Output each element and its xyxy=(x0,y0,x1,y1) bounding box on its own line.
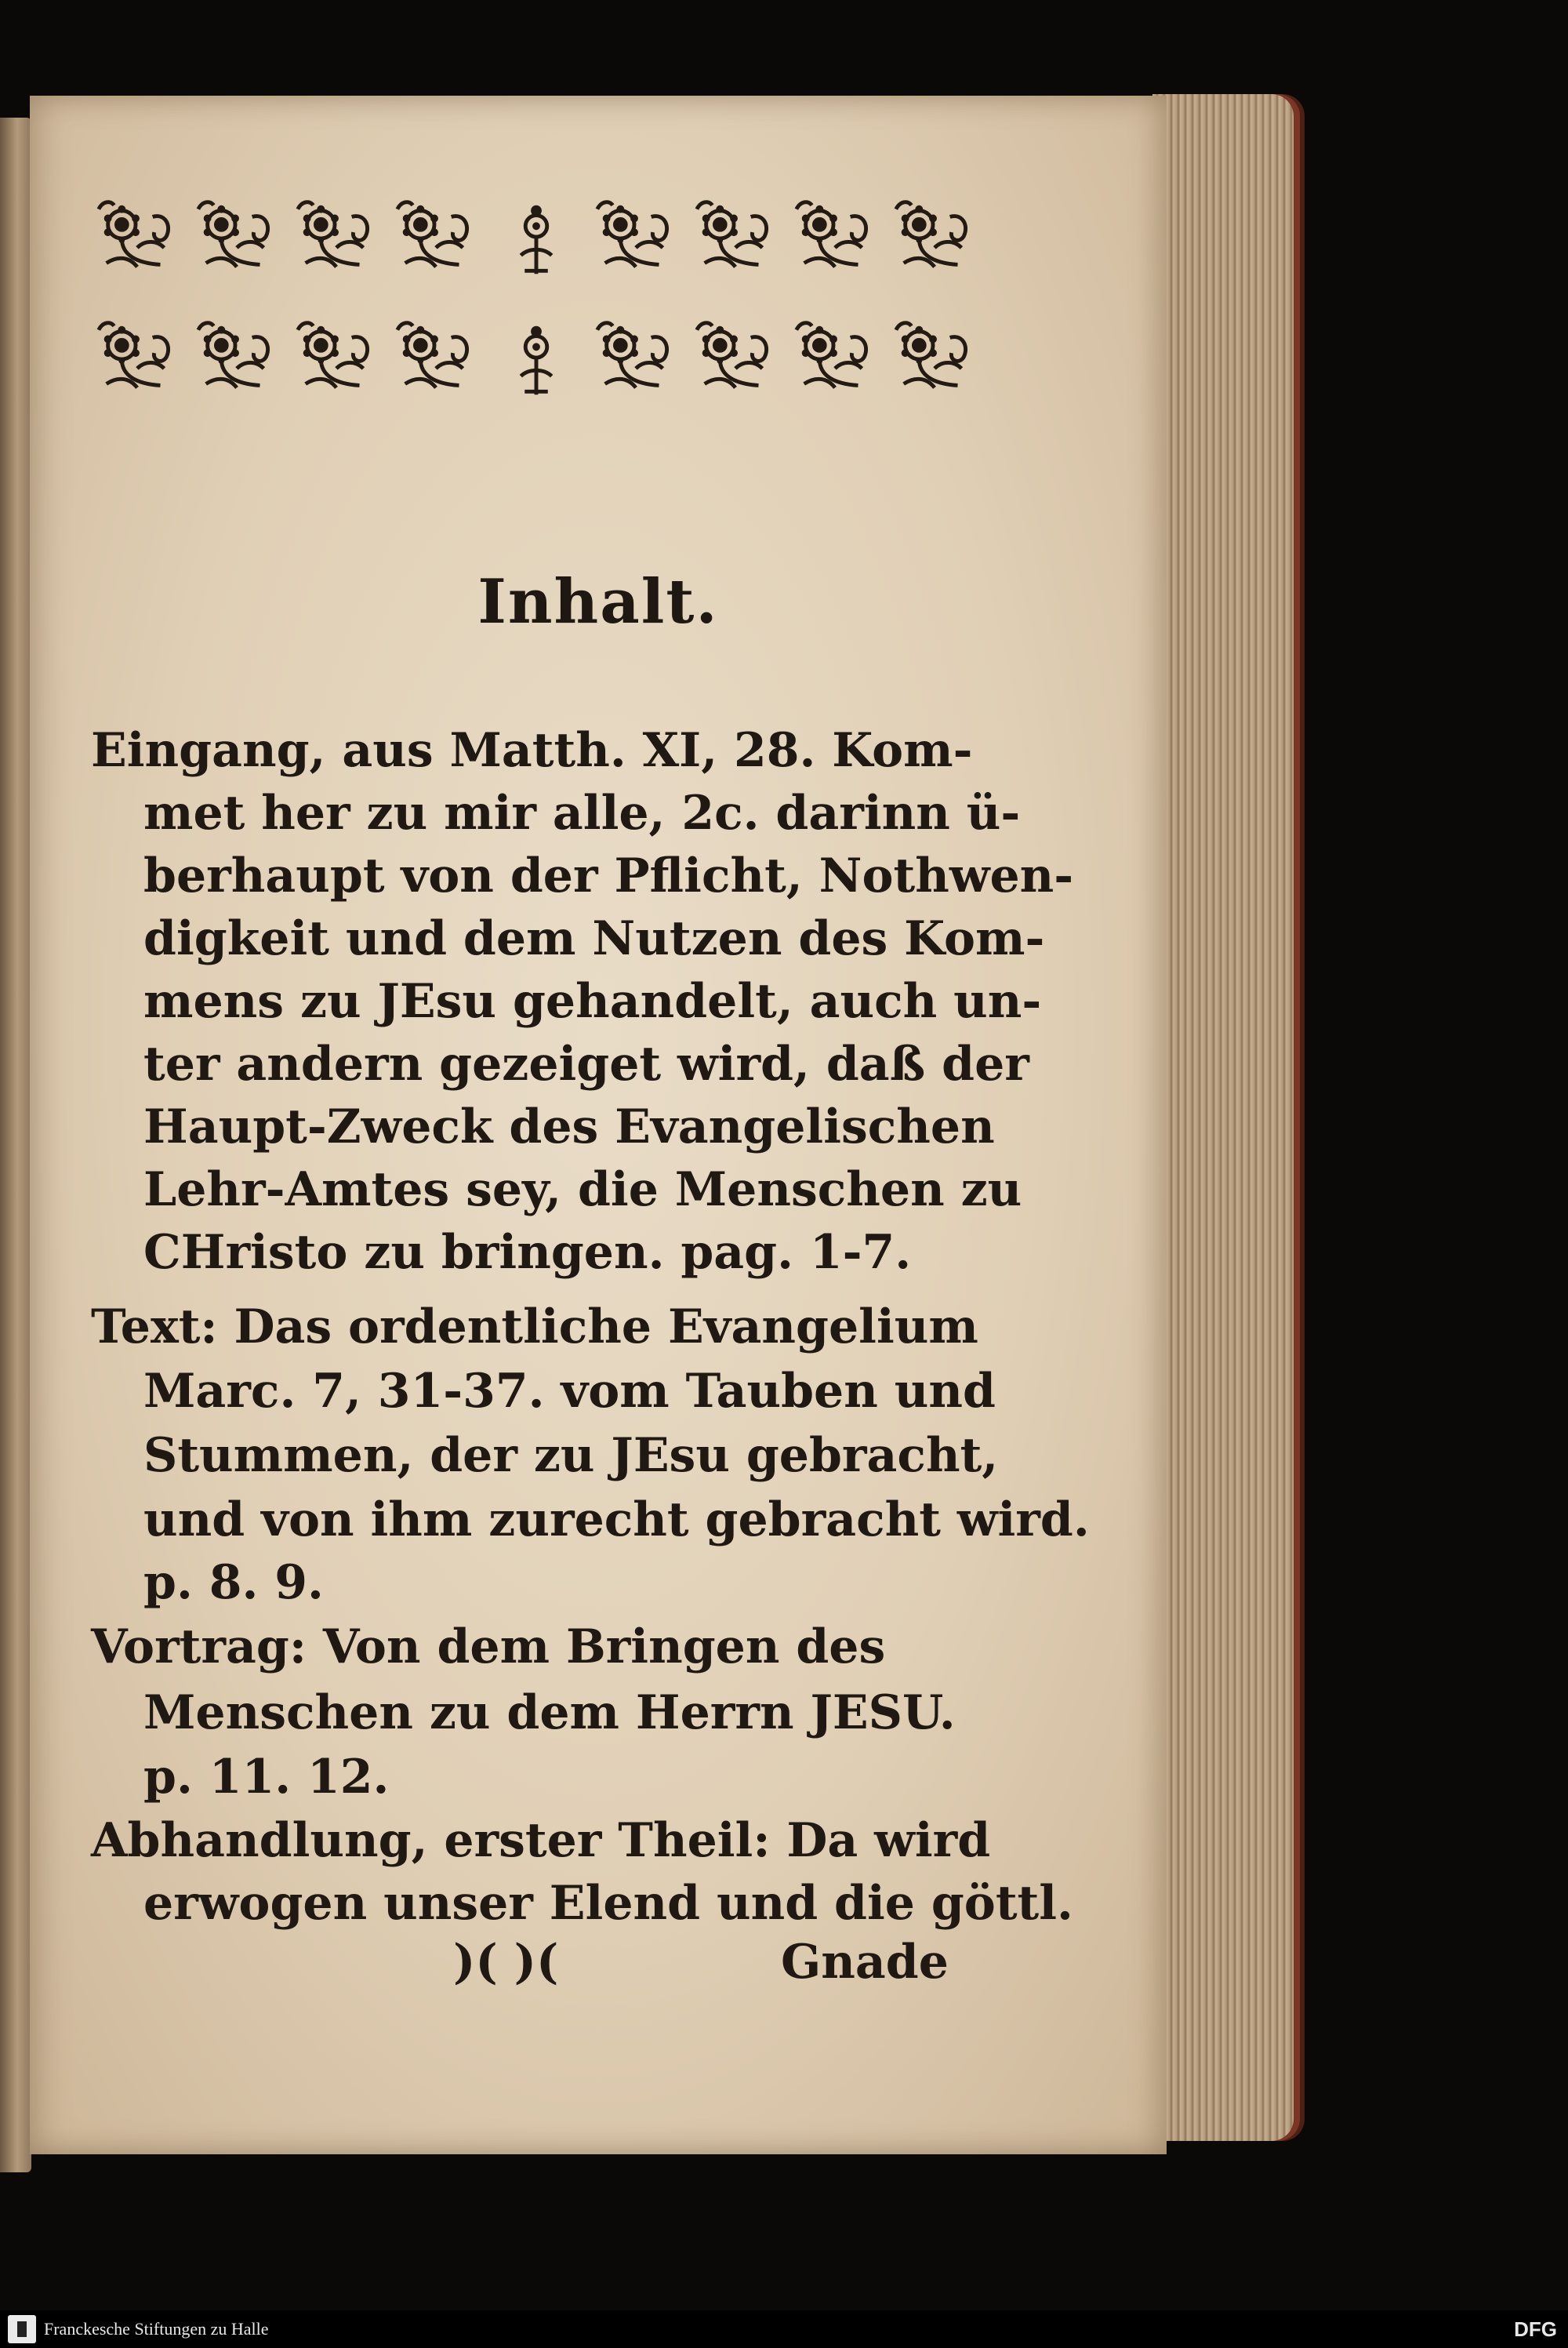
franckesche-stiftungen-logo-icon xyxy=(8,2315,36,2343)
footer-institution xyxy=(0,2315,269,2343)
ornament-center-icon xyxy=(490,314,583,408)
footer-bar xyxy=(0,2310,1568,2348)
page-stack-edges xyxy=(1152,94,1294,2141)
text-line: erwogen unser Elend und die göttl. xyxy=(143,1876,1073,1931)
floral-ornament-icon xyxy=(91,193,183,287)
floral-ornament-icon xyxy=(789,314,881,408)
text-line: Lehr-Amtes sey, die Menschen zu xyxy=(143,1162,1022,1217)
ornament-center-icon xyxy=(490,193,583,287)
text-line: mens zu JEsu gehandelt, auch un- xyxy=(143,974,1042,1029)
text-line: CHristo zu bringen. pag. 1-7. xyxy=(143,1225,912,1280)
text-line: Text: Das ordentliche Evangelium xyxy=(91,1299,978,1354)
text-line: Stummen, der zu JEsu gebracht, xyxy=(143,1428,999,1483)
floral-ornament-icon xyxy=(789,193,881,287)
signature-mark: )( )( xyxy=(453,1935,559,1990)
floral-ornament-icon xyxy=(888,193,981,287)
dfg-logo-icon: DFG xyxy=(1514,2317,1557,2341)
floral-ornament-icon xyxy=(290,193,383,287)
floral-ornament-icon xyxy=(191,314,283,408)
text-line: met her zu mir alle, 2c. darinn ü- xyxy=(143,786,1021,841)
floral-ornament-icon xyxy=(290,314,383,408)
floral-ornament-icon xyxy=(590,314,682,408)
text-line: Menschen zu dem Herrn JESU. xyxy=(143,1685,956,1740)
text-line: p. 8. 9. xyxy=(143,1555,324,1610)
text-line: und von ihm zurecht gebracht wird. xyxy=(143,1492,1090,1547)
text-line: Abhandlung, erster Theil: Da wird xyxy=(91,1813,991,1868)
institution-name: Franckesche Stiftungen zu Halle xyxy=(44,2319,269,2339)
catchword: Gnade xyxy=(781,1935,949,1990)
text-line: berhaupt von der Pflicht, Nothwen- xyxy=(143,849,1074,903)
floral-ornament-icon xyxy=(888,314,981,408)
text-line: ter andern gezeiget wird, daß der xyxy=(143,1037,1029,1092)
text-line: digkeit und dem Nutzen des Kom- xyxy=(143,911,1045,966)
floral-ornament-bottom-row xyxy=(91,309,981,413)
floral-ornament-top-row xyxy=(91,188,981,292)
floral-ornament-icon xyxy=(689,314,782,408)
text-line: Marc. 7, 31-37. vom Tauben und xyxy=(143,1364,996,1419)
floral-ornament-icon xyxy=(390,193,482,287)
floral-ornament-icon xyxy=(590,193,682,287)
text-line: Eingang, aus Matth. XI, 28. Kom- xyxy=(91,723,973,778)
floral-ornament-icon xyxy=(390,314,482,408)
book-page xyxy=(30,96,1167,2154)
text-line: Haupt-Zweck des Evangelischen xyxy=(143,1099,995,1154)
page-heading: Inhalt. xyxy=(477,566,719,638)
previous-page-edge xyxy=(0,118,31,2172)
floral-ornament-icon xyxy=(689,193,782,287)
floral-ornament-icon xyxy=(91,314,183,408)
floral-ornament-icon xyxy=(191,193,283,287)
text-line: Vortrag: Von dem Bringen des xyxy=(91,1619,886,1674)
text-line: p. 11. 12. xyxy=(143,1750,390,1805)
